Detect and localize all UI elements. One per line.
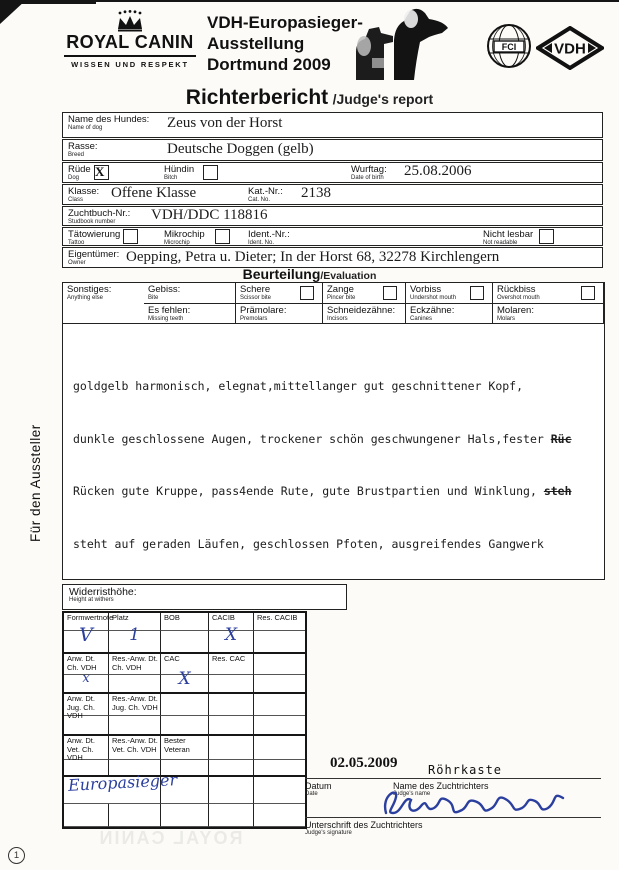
results-label: CAC — [161, 652, 209, 675]
overshot-checkbox — [581, 286, 595, 300]
evaluation-heading-main: Beurteilung — [242, 266, 321, 282]
brand-rule — [64, 55, 196, 57]
results-label: Bester Veteran — [161, 734, 209, 760]
incisors-cell: Schneidezähne: Incisors — [323, 304, 406, 324]
canines-cell: Eckzähne: Canines — [406, 304, 493, 324]
dog-name-sublabel: Name of dog — [68, 125, 103, 131]
results-table — [62, 611, 307, 829]
results-label: Res.-Anw. Dt. Vet. Ch. VDH — [109, 734, 161, 760]
evaluation-text: goldgelb harmonisch, elegnat,mittellanger gut geschnittener Kopf, dunkle geschlossene Augen, trockener schön geschwungener Hals,fester Rüc Rücken gute Kruppe, pass4ende Rute, gute Brustpartien und Winklung, steh steht auf geraden Läufen, geschlossen Pfoten, ausgreifendes Gangwerk — [73, 379, 572, 551]
class-sublabel: Class — [68, 197, 84, 203]
date-rule — [305, 778, 601, 779]
tattoo-checkbox — [123, 229, 138, 244]
vdh-logo — [536, 26, 604, 70]
results-label: Res.-Anw. Dt. Jug. Ch. VDH — [109, 692, 161, 716]
vdh-label: VDH — [554, 40, 586, 58]
field-identification — [62, 227, 603, 246]
grade-mark: V — [64, 631, 109, 653]
chip-checkbox — [215, 229, 230, 244]
molars-cell: Molaren: Molars — [493, 304, 604, 324]
results-header: CACIB — [209, 613, 254, 631]
pincer-bite-cell: Zange Pincer bite — [323, 283, 406, 304]
date-sublabel: Date — [305, 791, 318, 797]
judge-name-sublabel: Judge's name — [393, 791, 431, 797]
empty-mark — [254, 675, 305, 693]
bite-cell: Gebiss: Bite — [144, 283, 236, 304]
owner-sublabel: Owner — [68, 260, 86, 266]
anything-else-cell: Sonstiges: Anything else — [63, 283, 144, 324]
withers-label: Widerristhöhe: — [69, 586, 137, 598]
studbook-label: Zuchtbuch-Nr.: — [68, 208, 131, 219]
results-label — [209, 692, 254, 716]
dog-name-label: Name des Hundes: — [68, 114, 150, 125]
bleed-through-text: ROYAL CANIN — [97, 828, 243, 848]
date-label: Datum — [305, 781, 332, 791]
fci-label: FCI — [501, 42, 517, 52]
cat-no-sublabel: Cat. No. — [248, 197, 271, 203]
europasieger-note-cell — [64, 770, 178, 804]
field-class — [62, 184, 603, 205]
studbook-sublabel: Studbook number — [68, 219, 116, 225]
field-breed — [62, 139, 603, 161]
res-cac-mark — [209, 675, 254, 693]
results-label — [254, 652, 305, 675]
date-value: 02.05.2009 — [330, 755, 398, 771]
results-label — [209, 734, 254, 760]
crown-icon — [108, 10, 152, 32]
scissor-bite-checkbox — [300, 286, 314, 300]
brand-tagline: WISSEN UND RESPEKT — [71, 60, 189, 69]
chip-label: Mikrochip — [164, 229, 205, 240]
dogs-silhouette-icon — [344, 6, 450, 82]
bob-mark — [161, 631, 209, 653]
signature-label: Unterschrift des Zuchtrichters — [305, 820, 423, 830]
tattoo-label: Tätowierung — [68, 229, 121, 240]
results-label — [161, 692, 209, 716]
brand-name: ROYAL CANIN — [66, 32, 194, 52]
results-header: Res. CACIB — [254, 613, 305, 631]
for-exhibitor-label: Für den Aussteller — [28, 424, 43, 542]
not-readable-sublabel: Not readable — [483, 240, 518, 246]
judge-name-value: Röhrkaste — [428, 763, 503, 777]
withers-sublabel: Height at withers — [69, 597, 114, 603]
withers-field — [62, 584, 347, 610]
place-mark: 1 — [109, 631, 161, 653]
europasieger-note: Europasieger — [67, 770, 178, 795]
overshot-cell: Rückbiss Overshot mouth — [493, 283, 604, 304]
results-label: Res. CAC — [209, 652, 254, 675]
judge-signature — [378, 783, 578, 821]
field-sex-birth — [62, 162, 603, 183]
results-header: BOB — [161, 613, 209, 631]
undershot-cell: Vorbiss Undershot mouth — [406, 283, 493, 304]
res-ch-vdh-mark — [109, 675, 161, 693]
cat-no-value: 2138 — [301, 185, 331, 201]
class-value: Offene Klasse — [111, 185, 197, 201]
results-header: Formwertnote — [64, 613, 109, 631]
bite-table — [63, 283, 604, 324]
event-title-line3: Dortmund 2009 — [207, 55, 331, 74]
tattoo-sublabel: Tattoo — [68, 240, 85, 246]
scan-corner-artifact — [0, 0, 26, 24]
results-label: Anw. Dt. Vet. Ch. VDH — [64, 734, 109, 760]
cat-no-label: Kat.-Nr.: — [248, 186, 283, 197]
res-cacib-mark — [254, 631, 305, 653]
report-title-main: Richterbericht — [185, 86, 329, 109]
class-label: Klasse: — [68, 186, 100, 197]
evaluation-heading-sub: /Evaluation — [320, 270, 377, 282]
ch-vdh-mark: x — [64, 675, 109, 693]
results-header: Platz — [109, 613, 161, 631]
female-checkbox — [203, 165, 218, 180]
cac-mark: X — [161, 675, 209, 693]
results-label — [254, 692, 305, 716]
ident-no-label: Ident.-Nr.: — [248, 229, 290, 240]
premolars-cell: Prämolare: Premolars — [236, 304, 323, 324]
birth-label: Wurftag: — [351, 164, 387, 175]
royal-canin-logo — [64, 10, 196, 69]
report-title — [0, 86, 619, 110]
studbook-value: VDH/DDC 118816 — [151, 207, 268, 223]
results-label: Anw. Dt. Ch. VDH — [64, 652, 109, 675]
field-dog-name — [62, 112, 603, 138]
results-label: Anw. Dt. Jug. Ch. VDH — [64, 692, 109, 716]
female-sublabel: Bitch — [164, 175, 178, 181]
owner-value: Oepping, Petra u. Dieter; In der Horst 68, 32278 Kirchlengern — [126, 249, 500, 265]
owner-label: Eigentümer: — [68, 249, 120, 260]
struck-word-2: steh — [543, 484, 572, 498]
event-title-line2: Ausstellung — [207, 34, 305, 53]
cacib-mark: X — [209, 631, 254, 653]
date-label-group — [305, 781, 332, 798]
struck-word-1: Rüc — [550, 431, 572, 446]
breed-sublabel: Breed — [68, 152, 85, 158]
male-sublabel: Dog — [68, 175, 80, 181]
birth-sublabel: Date of birth — [351, 175, 384, 181]
scissor-bite-cell: Schere Scissor bite — [236, 283, 323, 304]
male-label: Rüde — [68, 164, 91, 175]
evaluation-box — [62, 282, 605, 580]
results-label — [254, 734, 305, 760]
event-title — [207, 12, 363, 75]
dog-name-value: Zeus von der Horst — [167, 115, 283, 131]
judge-name-label: Name des Zuchtrichters — [393, 781, 489, 791]
male-checkbox-mark: X — [95, 164, 105, 179]
missing-teeth-cell: Es fehlen: Missing teeth — [144, 304, 236, 324]
not-readable-label: Nicht lesbar — [483, 229, 534, 240]
results-label: Res.-Anw. Dt. Ch. VDH — [109, 652, 161, 675]
pincer-bite-checkbox — [383, 286, 397, 300]
field-owner — [62, 247, 603, 268]
field-studbook — [62, 206, 603, 226]
report-title-sub: /Judge's report — [332, 91, 434, 107]
signature-sublabel: Judge's signature — [305, 830, 352, 836]
breed-label: Rasse: — [68, 141, 98, 152]
birth-value: 25.08.2006 — [404, 163, 472, 179]
chip-sublabel: Microchip — [164, 240, 190, 246]
not-readable-checkbox — [539, 229, 554, 244]
breed-value: Deutsche Doggen (gelb) — [167, 141, 314, 157]
signature-label-group — [305, 820, 423, 837]
fci-logo — [484, 20, 534, 72]
undershot-checkbox — [470, 286, 484, 300]
page-number: 1 — [8, 847, 25, 864]
ident-no-sublabel: Ident. No. — [248, 240, 275, 246]
signature-rule — [305, 817, 601, 818]
female-label: Hündin — [164, 164, 195, 175]
event-title-line1: VDH-Europasieger- — [207, 13, 363, 32]
